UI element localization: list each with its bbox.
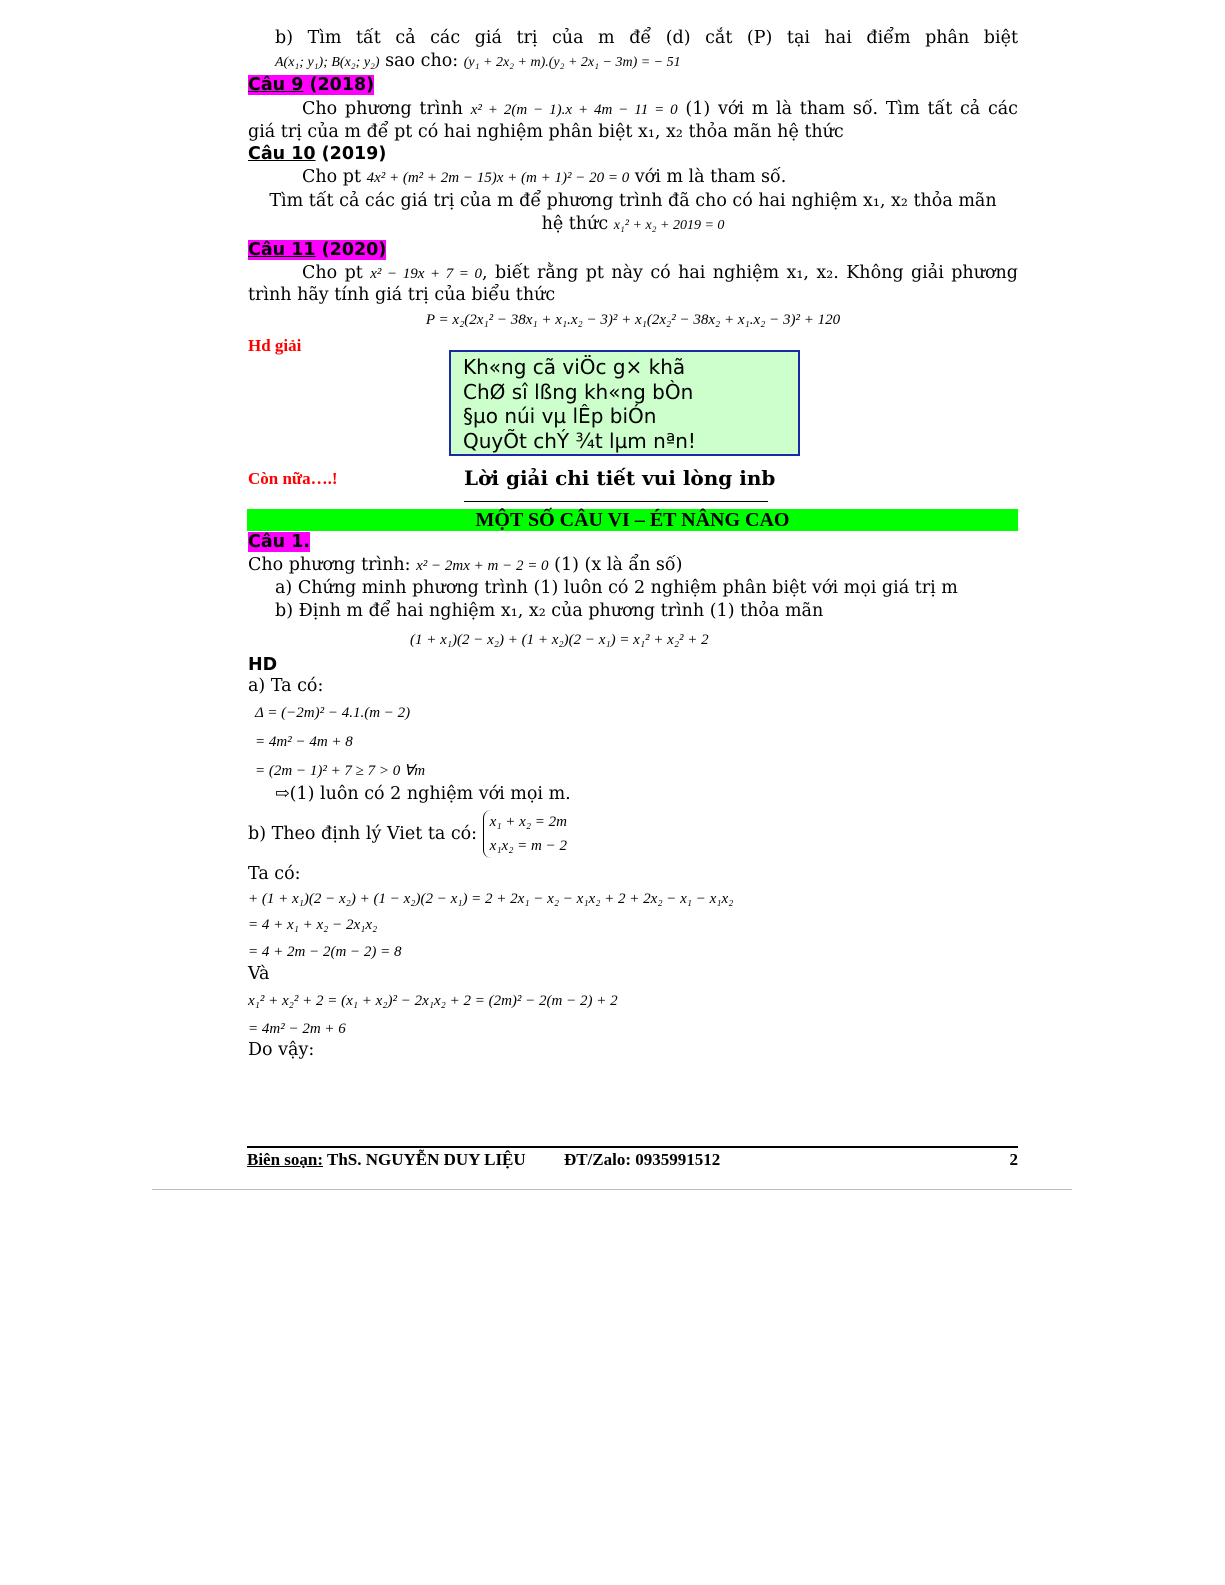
c1-va: Và: [248, 964, 270, 984]
q10-line2: Tìm tất cả các giá trị của m để phương trình đã cho có hai nghiệm x₁, x₂ thỏa mãn: [269, 191, 997, 211]
motto-line: Kh«ng cã viÖc g× khã: [463, 355, 686, 379]
q10-line1: Cho pt 4x² + (m² + 2m − 15)x + (m + 1)² − 20 = 0 với m là tham số.: [302, 167, 787, 187]
q9-line1: Cho phương trình x² + 2(m − 1).x + 4m − 11 = 0 (1) với m là tham số. Tìm tất cả các: [302, 99, 1018, 119]
q9-line2: giá trị của m để pt có hai nghiệm phân biệt x₁, x₂ thỏa mãn hệ thức: [248, 122, 844, 142]
page-footer: [247, 1149, 1018, 1171]
q8b-points: A(x₁; y₁); B(x₂; y₂): [275, 55, 380, 70]
motto-line: ChØ sî lßng kh«ng bÒn: [463, 379, 694, 404]
c1-line1: Cho phương trình: x² − 2mx + m − 2 = 0 (1) (x là ẩn số): [248, 555, 683, 575]
q9-equation: x² + 2(m − 1).x + 4m − 11 = 0: [470, 102, 678, 118]
c1-condition: (1 + x₁)(2 − x₂) + (1 + x₂)(2 − x₁) = x₁² + x₂² + 2: [410, 632, 709, 648]
q10-condition: x₁² + x₂ + 2019 = 0: [613, 218, 725, 233]
motto-line: §µo núi vµ lÊp biÓn: [463, 404, 657, 428]
q8b-sao-cho: sao cho:: [385, 51, 459, 71]
q11-heading-badge: Câu 11 (2020): [248, 240, 387, 260]
c1-delta-1: Δ = (−2m)² − 4.1.(m − 2): [255, 705, 411, 721]
footer-contact: ĐT/Zalo: 0935991512: [563, 1150, 721, 1169]
footer-label: Biên soạn:: [247, 1150, 324, 1169]
motto-line: QuyÕt chÝ ¾t lµm nªn!: [463, 428, 696, 453]
contact-note: Lời giải chi tiết vui lòng inb: [464, 465, 768, 502]
c1-part-a: a) Chứng minh phương trình (1) luôn có 2 nghiệm phân biệt với mọi giá trị m: [275, 578, 958, 598]
c1-delta-2: = 4m² − 4m + 8: [255, 734, 353, 750]
hd-giai-label: Hd giải: [248, 336, 302, 355]
q11-line2: trình hãy tính giá trị của biểu thức: [248, 285, 556, 305]
c1-heading: [248, 531, 1018, 553]
q11-equation: x² − 19x + 7 = 0: [370, 266, 483, 282]
footer-author: ThS. NGUYỄN DUY LIỆU: [323, 1150, 526, 1169]
c1-delta-3: = (2m − 1)² + 7 ≥ 7 > 0 ∀m: [255, 763, 426, 779]
c1-heading-badge: Câu 1.: [248, 532, 311, 552]
c1-equation: x² − 2mx + m − 2 = 0: [416, 558, 549, 574]
c1-expand-2: = 4 + x₁ + x₂ − 2x₁x₂: [248, 917, 378, 933]
footer-rule: [247, 1146, 1018, 1148]
q8b-line1: b) Tìm tất cả các giá trị của m để (d) cắt (P) tại hai điểm phân biệt: [275, 28, 1018, 48]
section-banner: MỘT SỐ CÂU VI – ÉT NÂNG CAO: [247, 509, 1018, 531]
c1-ta-co-2: Ta có:: [248, 864, 301, 884]
c1-expand-3: = 4 + 2m − 2(m − 2) = 8: [248, 944, 402, 960]
q10-heading: Câu 10 (2019): [248, 144, 387, 164]
c1-viet: b) Theo định lý Viet ta có: x₁ + x₂ = 2m x₁x₂ = m − 2: [248, 810, 1018, 858]
c1-do-vay: Do vậy:: [248, 1040, 315, 1060]
q9-heading-badge: Câu 9 (2018): [248, 75, 375, 95]
c1-conclusion: ⇨(1) luôn có 2 nghiệm với mọi m.: [275, 784, 571, 804]
motto-box: [449, 350, 800, 456]
c1-expand-1: + (1 + x₁)(2 − x₂) + (1 − x₂)(2 − x₁) = 2 + 2x₁ − x₂ − x₁x₂ + 2 + 2x₂ − x₁ − x₁x₂: [248, 891, 734, 907]
q11-heading: [248, 239, 1018, 261]
q8b-condition: (y₁ + 2x₂ + m).(y₂ + 2x₁ − 3m) = − 51: [463, 55, 681, 70]
con-nua-label: Còn nữa….!: [248, 469, 338, 488]
c1-expand-5: = 4m² − 2m + 6: [248, 1021, 346, 1037]
q11-line1: Cho pt x² − 19x + 7 = 0, biết rằng pt này có hai nghiệm x₁, x₂. Không giải phương: [302, 263, 1018, 283]
implies-arrow-icon: ⇨: [275, 784, 290, 804]
q10-equation: 4x² + (m² + 2m − 15)x + (m + 1)² − 20 = 0: [366, 170, 630, 186]
c1-ta-co: a) Ta có:: [248, 676, 324, 696]
c1-expand-4: x₁² + x₂² + 2 = (x₁ + x₂)² − 2x₁x₂ + 2 = (2m)² − 2(m − 2) + 2: [248, 993, 618, 1009]
q10-line3: hệ thức x₁² + x₂ + 2019 = 0: [541, 214, 725, 234]
q9-heading: [248, 74, 1018, 96]
q8b-line2: [275, 50, 1045, 74]
page-number: 2: [1009, 1150, 1018, 1169]
c1-part-b: b) Định m để hai nghiệm x₁, x₂ của phương trình (1) thỏa mãn: [275, 601, 824, 621]
q11-expression: P = x₂(2x₁² − 38x₁ + x₁.x₂ − 3)² + x₁(2x₂² − 38x₂ + x₁.x₂ − 3)² + 120: [425, 312, 841, 328]
c1-hd: HD: [248, 655, 278, 675]
viet-system: x₁ + x₂ = 2m x₁x₂ = m − 2: [483, 810, 567, 858]
page-break-divider: [152, 1189, 1072, 1190]
